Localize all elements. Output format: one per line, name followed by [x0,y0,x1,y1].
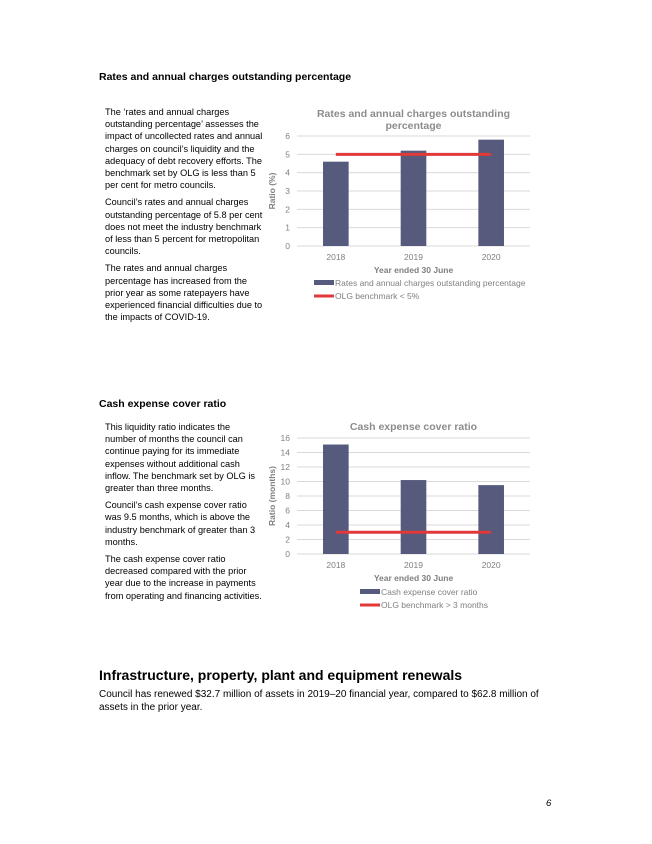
bar-2019 [401,151,427,246]
y-tick-label: 2 [285,204,290,215]
cash-cover-paragraph: Council’s cash expense cover ratio was 9.5 months, which is above the industry benchmark of greater than 3 months. [105,500,256,547]
y-tick-label: 0 [285,549,290,559]
bar-2018 [323,445,349,554]
cash-cover-text-block [105,421,263,607]
bar-2018 [323,162,349,246]
y-tick-label: 16 [280,433,290,443]
legend-swatch-bar [360,589,380,594]
rates-outstanding-chart [262,100,562,320]
y-tick-label: 6 [285,131,290,141]
y-tick-label: 12 [280,462,290,472]
y-tick-label: 1 [285,222,290,233]
y-tick-label: 4 [285,167,290,178]
chart-title: percentage [385,120,442,132]
x-tick-label: 2018 [326,560,346,570]
y-tick-label: 5 [285,149,290,160]
x-tick-label: 2019 [404,252,423,262]
x-axis-label: Year ended 30 June [373,573,454,583]
legend-label: OLG benchmark < 5% [335,291,420,301]
page-number: 6 [546,798,552,809]
y-tick-label: 14 [280,447,290,458]
cash-cover-paragraph: The cash expense cover ratio decreased compared with the prior year due to the increase in payments from operating and financing activities. [105,554,262,601]
section-heading-cash-cover: Cash expense cover ratio [99,398,227,410]
y-axis-label: Ratio (%) [267,172,277,210]
section-heading-renewals: Infrastructure, property, plant and equipment renewals [99,667,463,683]
x-tick-label: 2020 [481,560,501,570]
rates-text-block [105,106,263,328]
legend-label: Cash expense cover ratio [381,587,478,597]
chart-title: Rates and annual charges outstanding [316,108,511,120]
y-tick-label: 3 [285,186,290,196]
rates-paragraph: The ‘rates and annual charges outstanding percentage’ assesses the impact of uncollected rates and annual charges on council’s liquidity and the adequacy of debt recovery efforts. The benchmark set by OLG is less than 5 per cent for metro councils. [105,107,263,191]
rates-paragraph: Council’s rates and annual charges outstanding percentage of 5.8 per cent does not meet the industry benchmark of less than 5 percent for metropolitan councils. [105,197,263,257]
bar-2019 [401,480,427,554]
y-tick-label: 4 [285,520,290,530]
section-heading-rates: Rates and annual charges outstanding percentage [99,71,352,83]
y-tick-label: 2 [285,534,290,545]
legend-label: OLG benchmark > 3 months [381,600,489,610]
y-tick-label: 10 [280,476,290,487]
y-tick-label: 8 [285,491,290,501]
y-tick-label: 6 [285,505,290,516]
renewals-body-text: Council has renewed $32.7 million of assets in 2019–20 financial year, compared to $62.8 million of assets in the prior year. [99,689,539,713]
x-tick-label: 2019 [404,560,423,570]
cash-expense-cover-chart [262,414,562,619]
y-axis-label: Ratio (months) [267,466,277,526]
bar-2020 [478,485,504,554]
x-tick-label: 2018 [326,252,346,262]
x-tick-label: 2020 [481,252,501,262]
x-axis-label: Year ended 30 June [373,265,454,275]
cash-cover-paragraph: This liquidity ratio indicates the number of months the council can continue paying for its immediate expenses without additional cash inflow. The benchmark set by OLG is greater than three months. [105,422,255,494]
legend-swatch-bar [314,280,334,285]
legend-label: Rates and annual charges outstanding percentage [335,278,526,288]
chart-title: Cash expense cover ratio [349,421,478,433]
rates-paragraph: The rates and annual charges percentage has increased from the prior year as some ratepayers have experienced financial difficulties due to the impacts of COVID-19. [105,263,263,323]
y-tick-label: 0 [285,241,290,251]
